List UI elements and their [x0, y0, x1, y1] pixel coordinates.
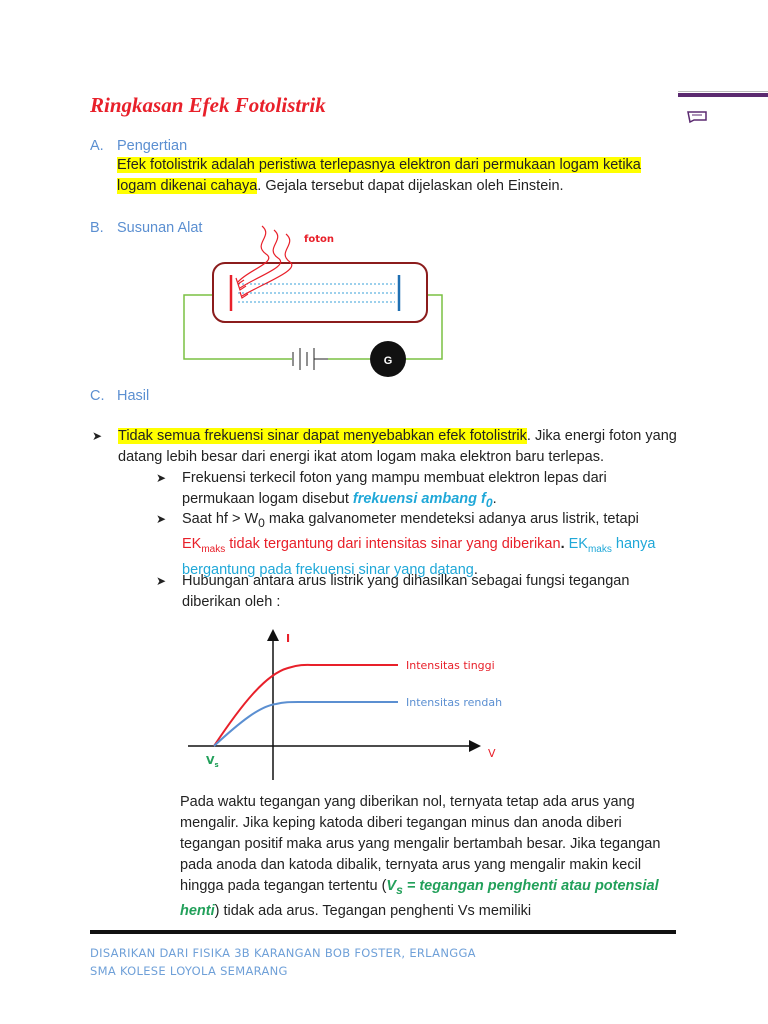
- photon-label: foton: [304, 234, 334, 245]
- series-intensitas-tinggi: [214, 665, 398, 746]
- header-rule: [678, 91, 768, 92]
- y-axis-label: I: [286, 632, 291, 645]
- sub-bullet-relation: [156, 571, 680, 613]
- definition-rest: . Gejala tersebut dapat dijelaskan oleh Einstein.: [257, 178, 564, 194]
- bullet-arrow-icon: ➤: [156, 471, 167, 485]
- bullet-arrow-icon: ➤: [156, 574, 167, 588]
- bullet-arrow-icon: ➤: [156, 512, 167, 526]
- definition-highlight: Efek fotolistrik adalah peristiwa terlepasnya elektron dari permukaan logam ketika logam dikenai cahaya: [117, 157, 641, 194]
- result-bullet: [92, 426, 678, 468]
- ekmax-label-1: $EK_{maks}$: [182, 535, 226, 555]
- battery-icon: [293, 348, 328, 370]
- footer-school: SMA KOLESE LOYOLA SEMARANG: [90, 964, 288, 978]
- legend-intensitas-tinggi: Intensitas tinggi: [406, 659, 495, 672]
- iv-characteristic-chart: [180, 622, 520, 788]
- threshold-frequency-term: frekuensi ambang $f_0$: [352, 491, 493, 510]
- sub-bullet-threshold: ➤ Frekuensi terkecil foton yang mampu membuat elektron lepas dari permukaan logam disebut frekuensi ambang $f_0$.: [156, 468, 680, 514]
- bullet-highlight: Tidak semua frekuensi sinar dapat menyebabkan efek fotolistrik: [118, 428, 527, 444]
- section-c-heading: Hasil: [117, 388, 150, 404]
- circuit-wire-right: [405, 295, 442, 359]
- galvanometer-label: G: [383, 355, 393, 367]
- stopping-potential-paragraph: Pada waktu tegangan yang diberikan nol, ternyata tetap ada arus yang mengalir. Jika keping katoda diberi tegangan minus dan anoda diberi tegangan positif maka arus yang mengalir bertambah besar. Jika tegangan pada anoda dan katoda dibalik, ternyata arus yang mengalir makin kecil hingga pada tegangan tertentu ($V_s$ = tegangan penghenti atau potensial henti) tidak ada arus. Tegangan penghenti Vs memiliki: [180, 794, 661, 919]
- section-b-heading: Susunan Alat: [117, 220, 203, 236]
- x-axis-label: V: [488, 747, 496, 760]
- bullet-rest: . Jika energi foton yang datang lebih besar dari energi ikat atom logam maka elektron baru terlepas.: [118, 428, 677, 465]
- legend-intensitas-rendah: Intensitas rendah: [406, 696, 503, 709]
- bullet-arrow-icon: ➤: [92, 429, 103, 443]
- ekmax-label-2: $EK_{maks}$: [568, 535, 612, 555]
- book-icon: [686, 108, 710, 124]
- section-b-label: B.: [90, 220, 104, 236]
- ekmax-independent-text: tidak tergantung dari intensitas sinar yang diberikan: [225, 535, 561, 552]
- relation-text: Hubungan antara arus listrik yang dihasilkan sebagai fungsi tegangan diberikan oleh :: [182, 573, 630, 610]
- section-c-label: C.: [90, 388, 105, 404]
- origin-label: $V_s$: [206, 754, 219, 769]
- sub-bullet-galvanometer: ➤ Saat hf > $W_0$ maka galvanometer mendeteksi adanya arus listrik, tetapi $EK_{maks}$ tidak tergantung dari intensitas sinar yang diberikan. $EK_{maks}$ hanya bergantung pada frekuensi sinar yang datang.: [156, 509, 680, 581]
- circuit-wire-left: [184, 295, 292, 359]
- section-a-definition: [117, 155, 677, 197]
- section-a-heading: Pengertian: [117, 138, 188, 154]
- section-a-label: A.: [90, 138, 104, 154]
- stopping-potential-term: $V_s$ = tegangan penghenti atau potensial henti: [180, 878, 659, 919]
- footer-source: DISARIKAN DARI FISIKA 3B KARANGAN BOB FOSTER, ERLANGGA: [90, 946, 476, 960]
- header-accent-bar: [678, 93, 768, 97]
- apparatus-diagram: [170, 222, 460, 382]
- footer-rule: [90, 930, 676, 934]
- ekmax-dependent-text: hanya bergantung pada frekuensi sinar yang datang: [182, 535, 656, 578]
- page-title: Ringkasan Efek Fotolistrik: [90, 93, 326, 117]
